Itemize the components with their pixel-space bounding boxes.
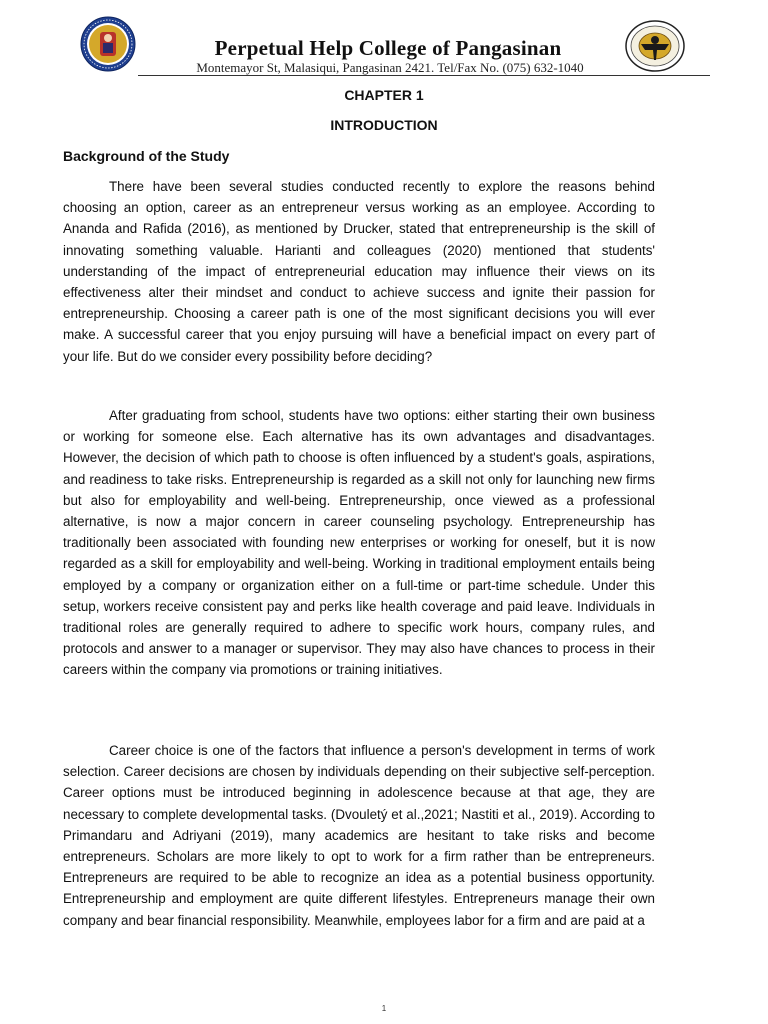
college-name: Perpetual Help College of Pangasinan xyxy=(214,36,562,60)
section-title: INTRODUCTION xyxy=(330,117,438,133)
body-paragraph: There have been several studies conducted recently to explore the reasons behind choosing an option, career as an entrepreneur versus working as an employee. According to Ananda and Rafida (2016), as mentioned by Drucker, stated that entrepreneurship is the skill of innovating something valuable. Harianti and colleagues (2020) mentioned that students' understanding of the impact of entrepreneurial education may influence their views on its effectiveness alter their mindset and conduct to achieve success and ignite their passion for entrepreneurship. Choosing a career path is one of the most significant decisions you will ever make. A successful career that you enjoy pursuing will have a beneficial impact on every part of your life. But do we consider every possibility before deciding? xyxy=(63,179,655,364)
college-address: Montemayor St, Malasiqui, Pangasinan 2421. Tel/Fax No. (075) 632-1040 xyxy=(196,60,584,75)
department-seal-logo xyxy=(625,20,685,72)
subsection-heading: Background of the Study xyxy=(63,148,230,164)
chapter-heading: CHAPTER 1 xyxy=(344,87,424,103)
body-paragraph: After graduating from school, students have two options: either starting their own business or working for someone else. Each alternative has its own advantages and disadvantages. However, the decision of which path to choose is often influenced by a student's goals, aspirations, and readiness to take risks. Entrepreneurship is regarded as a skill not only for launching new firms but also for employability and well-being. Entrepreneurship, once viewed as a professional alternative, is now a major concern in career counseling psychology. Entrepreneurship has traditionally been associated with founding new enterprises or working for oneself, but it is now regarded as a skill for employability and well-being. Working in traditional employment entails being employed by a company or organization either on a full-time or part-time schedule. Under this setup, workers receive consistent pay and perks like health coverage and paid leave. Individuals in traditional roles are generally required to adhere to specific work hours, company rules, and protocols and answer to a manager or supervisor. They may also have chances to process in their careers within the company via promotions or training initiatives. xyxy=(63,408,655,678)
header-divider xyxy=(138,75,710,76)
letterhead xyxy=(0,0,768,80)
body-paragraph: Career choice is one of the factors that influence a person's development in terms of work selection. Career decisions are chosen by individuals depending on their subjective self-perception. Career options must be introduced beginning in adolescence because at that age, they are necessary to complete developmental tasks. (Dvouletý et al.,2021; Nastiti et al., 2019). According to Primandaru and Adriyani (2019), many academics are hesitant to take risks and become entrepreneurs. Scholars are more likely to opt to work for a firm rather than be entrepreneurs. Entrepreneurs are required to be able to recognize an idea as a potential business opportunity. Entrepreneurship and employment are quite different lifestyles. Entrepreneurs manage their own company and bear financial responsibility. Meanwhile, employees labor for a firm and are paid at a xyxy=(63,743,655,928)
page-number: 1 xyxy=(381,1004,387,1013)
